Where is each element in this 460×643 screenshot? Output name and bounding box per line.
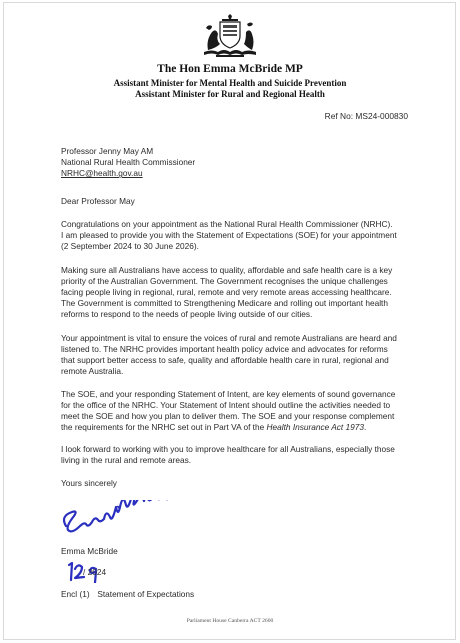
paragraph-line: Making sure all Australians have access to quality, affordable and safe health care is a key [61,265,393,275]
paragraph-1 [61,219,411,252]
coat-of-arms-icon [200,14,260,58]
recipient-address [61,146,411,179]
signatory-name: Emma McBride [61,546,118,556]
paragraph-line: priority of the Australian Government. The Government recognises the unique challenges [61,276,388,287]
act-name: Health Insurance Act 1973 [266,422,365,433]
paragraph-line: The Government is committed to Strengthening Medicare and rolling out important health [61,298,388,309]
paragraph-line: for the office of the NRHC. Your Statement of Intent should outline the activities needed to [61,400,391,411]
paragraph-line: remote Australia. [61,366,124,377]
paragraph-line: meet the SOE and how you plan to deliver them. The SOE and your response complement [61,411,395,422]
salutation: Dear Professor May [61,196,135,206]
paragraph-line: I am pleased to provide you with the Statement of Expectations (SOE) for your appointment [61,230,397,241]
handwritten-signature [56,500,216,540]
paragraph-line-text: the requirements for the NRHC set out in Part VA of the [61,422,267,433]
paragraph-line: reforms to respond to the needs of people living outside of our cities. [61,309,313,320]
minister-role-1: Assistant Minister for Mental Health and Suicide Prevention [113,78,347,88]
paragraph-5 [61,444,411,466]
minister-name: The Hon Emma McBride MP [157,63,303,75]
paragraph-line: listened to. The NRHC provides important health policy advice and advocates for reforms [61,344,388,355]
paragraph-4 [61,389,411,433]
act-suffix: . [364,422,367,433]
paragraph-line: facing people living in regional, rural, remote and very remote areas accessing healthcare. [61,287,392,298]
paragraph-2 [61,265,411,320]
recipient-name: Professor Jenny May AM [61,146,154,156]
minister-role-2: Assistant Minister for Rural and Regional Health [135,89,325,99]
paragraph-line: I look forward to working with you to improve healthcare for all Australians, especially those [61,444,395,454]
enclosure-line [61,589,411,600]
enclosure-label: Encl (1) [61,589,90,599]
paragraph-line: living in the rural and remote areas. [61,455,192,466]
paragraph-line: Congratulations on your appointment as the National Rural Health Commissioner (NRHC). [61,219,393,229]
recipient-title: National Rural Health Commissioner [61,157,196,168]
paragraph-3 [61,333,411,377]
paragraph-line: that support better access to safe, quality and affordable health care in rural, regional and [61,355,389,366]
paragraph-line: The SOE, and your responding Statement of Intent, are key elements of sound governance [61,389,396,399]
footer-address: Parliament House Canberra ACT 2600 [186,618,274,624]
closing: Yours sincerely [61,478,117,488]
paragraph-line [61,422,411,433]
enclosure-item: Statement of Expectations [97,589,195,599]
paragraph-line: (2 September 2024 to 30 June 2026). [61,241,199,252]
recipient-email-link[interactable]: NRHC@health.gov.au [61,168,143,179]
date-year: / 2024 [83,567,107,577]
paragraph-line: Your appointment is vital to ensure the voices of rural and remote Australians are heard and [61,333,397,343]
reference-number: Ref No: MS24-000830 [324,111,408,121]
